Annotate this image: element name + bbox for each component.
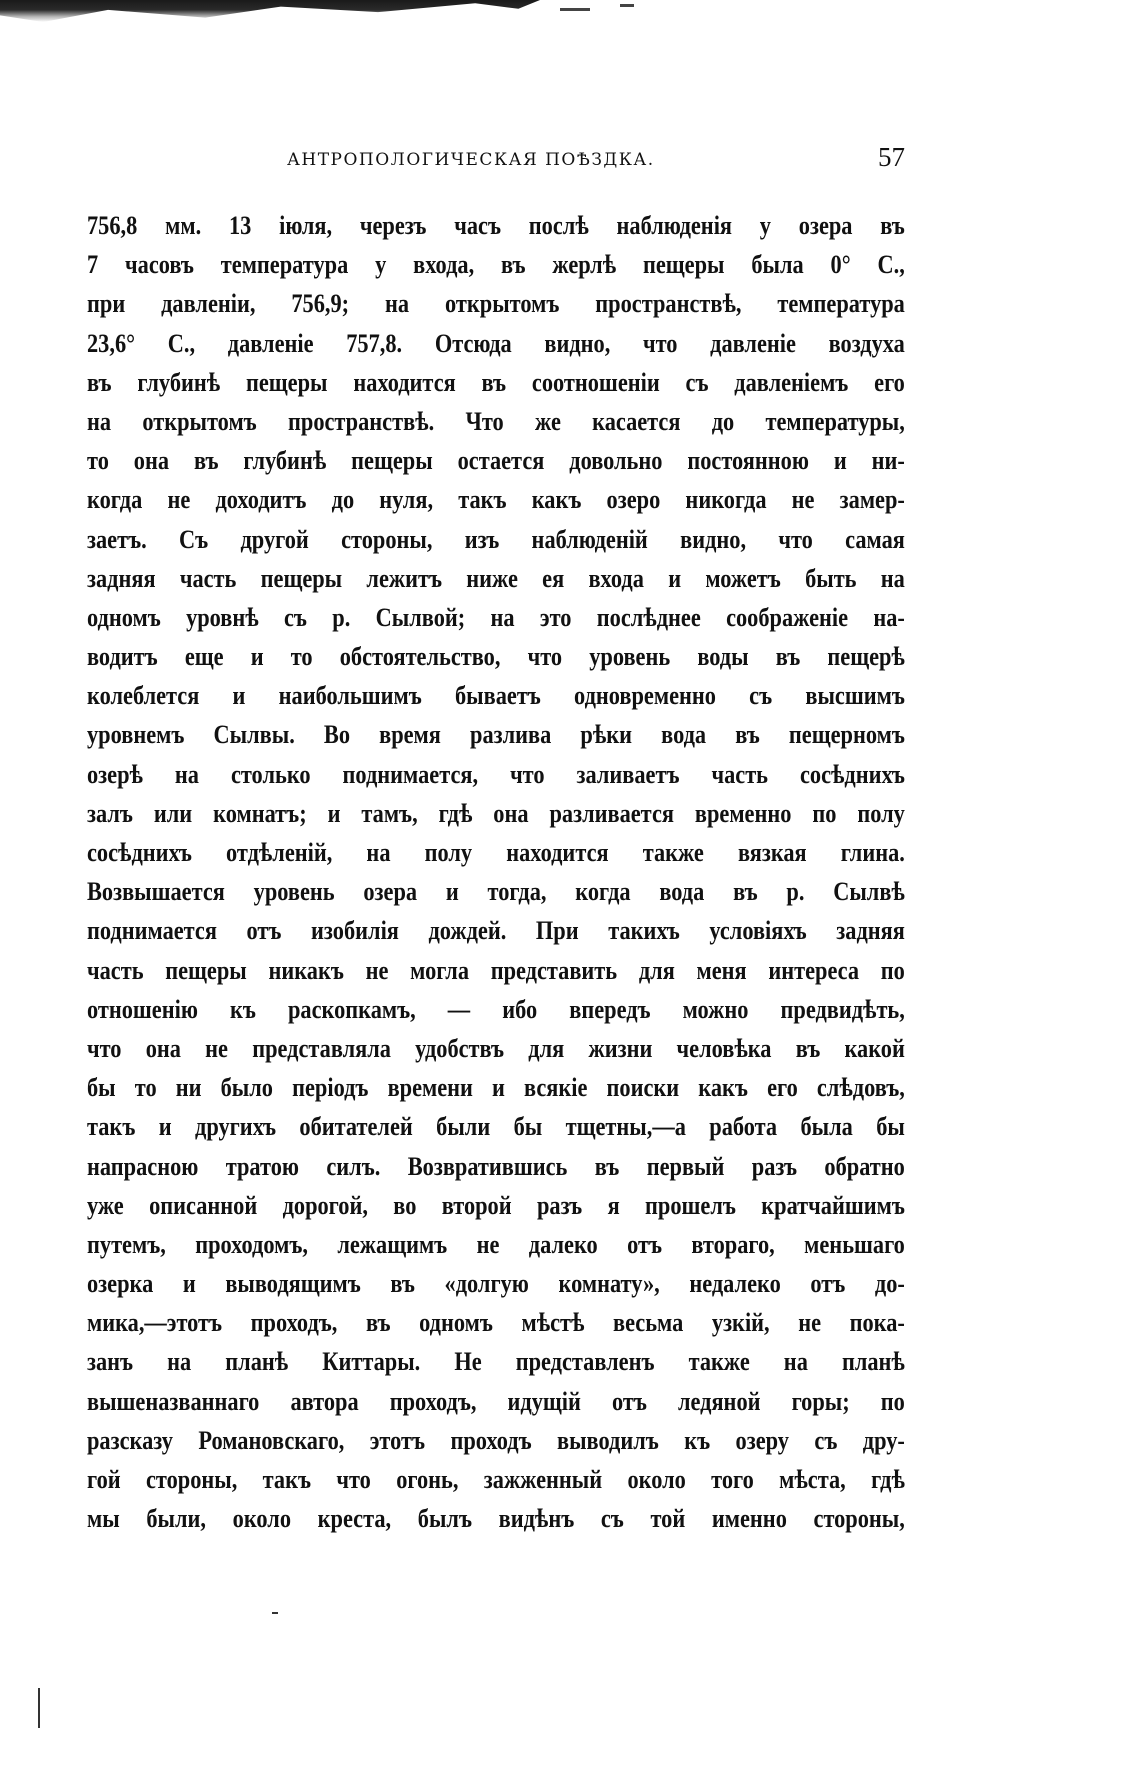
text-line: Возвышается уровень озера и тогда, когда вода въ р. Сылвѣ bbox=[87, 877, 905, 907]
text-line: бы то ни было періодъ времени и всякіе поиски какъ его слѣдовъ, bbox=[87, 1073, 905, 1103]
text-line: при давленіи, 756,9; на открытомъ пространствѣ, температура bbox=[87, 289, 905, 319]
text-line: задняя часть пещеры лежитъ ниже ея входа и можетъ быть на bbox=[87, 563, 905, 593]
text-line: колеблется и наибольшимъ бываетъ одновременно съ высшимъ bbox=[87, 681, 905, 711]
text-line: такъ и другихъ обитателей были бы тщетны,—а работа была бы bbox=[87, 1112, 905, 1142]
body-text bbox=[87, 206, 905, 1538]
text-line: залъ или комнатъ; и тамъ, гдѣ она разливается временно по полу bbox=[87, 798, 905, 828]
text-line: отношенію къ раскопкамъ, — ибо впередъ можно предвидѣть, bbox=[87, 994, 905, 1024]
text-line: уже описанной дорогой, во второй разъ я прошелъ кратчайшимъ bbox=[87, 1190, 905, 1220]
text-line: поднимается отъ изобилія дождей. При такихъ условіяхъ задняя bbox=[87, 916, 905, 946]
text-line: занъ на планѣ Киттары. Не представленъ также на планѣ bbox=[87, 1347, 905, 1377]
text-line: гой стороны, такъ что огонь, зажженный около того мѣста, гдѣ bbox=[87, 1465, 905, 1494]
scan-speck bbox=[560, 8, 590, 11]
text-line: уровнемъ Сылвы. Во время разлива рѣки вода въ пещерномъ bbox=[87, 720, 905, 750]
text-line: путемъ, проходомъ, лежащимъ не далеко отъ втораго, меньшаго bbox=[87, 1229, 905, 1259]
text-line: 7 часовъ температура у входа, въ жерлѣ пещеры была 0° С., bbox=[87, 250, 905, 280]
text-line: часть пещеры никакъ не могла представить для меня интереса по bbox=[87, 955, 905, 985]
text-line: въ глубинѣ пещеры находится въ соотношеніи съ давленіемъ его bbox=[87, 367, 905, 397]
text-line: вышеназваннаго автора проходъ, идущій отъ ледяной горы; по bbox=[87, 1386, 905, 1416]
text-line: озерѣ на столько поднимается, что заливаетъ часть сосѣднихъ bbox=[87, 759, 905, 789]
text-line: то она въ глубинѣ пещеры остается довольно постоянною и ни- bbox=[87, 446, 905, 476]
running-header bbox=[87, 142, 905, 178]
text-line: заетъ. Съ другой стороны, изъ наблюденій видно, что самая bbox=[87, 524, 905, 554]
text-line: 23,6° С., давленіе 757,8. Отсюда видно, что давленіе воздуха bbox=[87, 328, 905, 358]
scan-edge-shadow bbox=[0, 0, 540, 22]
text-line: на открытомъ пространствѣ. Что же касается до температуры, bbox=[87, 406, 905, 436]
text-line: мика,—этотъ проходъ, въ одномъ мѣстѣ весьма узкій, не пока- bbox=[87, 1308, 905, 1338]
scan-margin-mark bbox=[38, 1688, 40, 1728]
text-line: что она не представляла удобствъ для жизни человѣка въ какой bbox=[87, 1033, 905, 1063]
text-line: когда не доходитъ до нуля, такъ какъ озеро никогда не замер- bbox=[87, 485, 905, 515]
scan-speck bbox=[620, 4, 634, 7]
running-title: АНТРОПОЛОГИЧЕСКАЯ ПОѢЗДКА. bbox=[287, 150, 655, 170]
text-line: 756,8 мм. 13 іюля, черезъ часъ послѣ наблюденія у озера въ bbox=[87, 211, 905, 240]
text-line: разсказу Романовскаго, этотъ проходъ выводилъ къ озеру съ дру- bbox=[87, 1425, 905, 1455]
text-line: озерка и выводящимъ въ «долгую комнату», недалеко отъ до- bbox=[87, 1269, 905, 1299]
text-line: одномъ уровнѣ съ р. Сылвой; на это послѣднее соображеніе на- bbox=[87, 602, 905, 632]
page-number: 57 bbox=[878, 142, 905, 172]
text-line: мы были, около креста, былъ видѣнъ съ той именно стороны, bbox=[87, 1504, 905, 1534]
scan-speck bbox=[272, 1612, 278, 1614]
text-line: сосѣднихъ отдѣленій, на полу находится также вязкая глина. bbox=[87, 838, 905, 867]
text-line: напрасною тратою силъ. Возвратившись въ первый разъ обратно bbox=[87, 1151, 905, 1181]
text-line: водитъ еще и то обстоятельство, что уровень воды въ пещерѣ bbox=[87, 642, 905, 672]
